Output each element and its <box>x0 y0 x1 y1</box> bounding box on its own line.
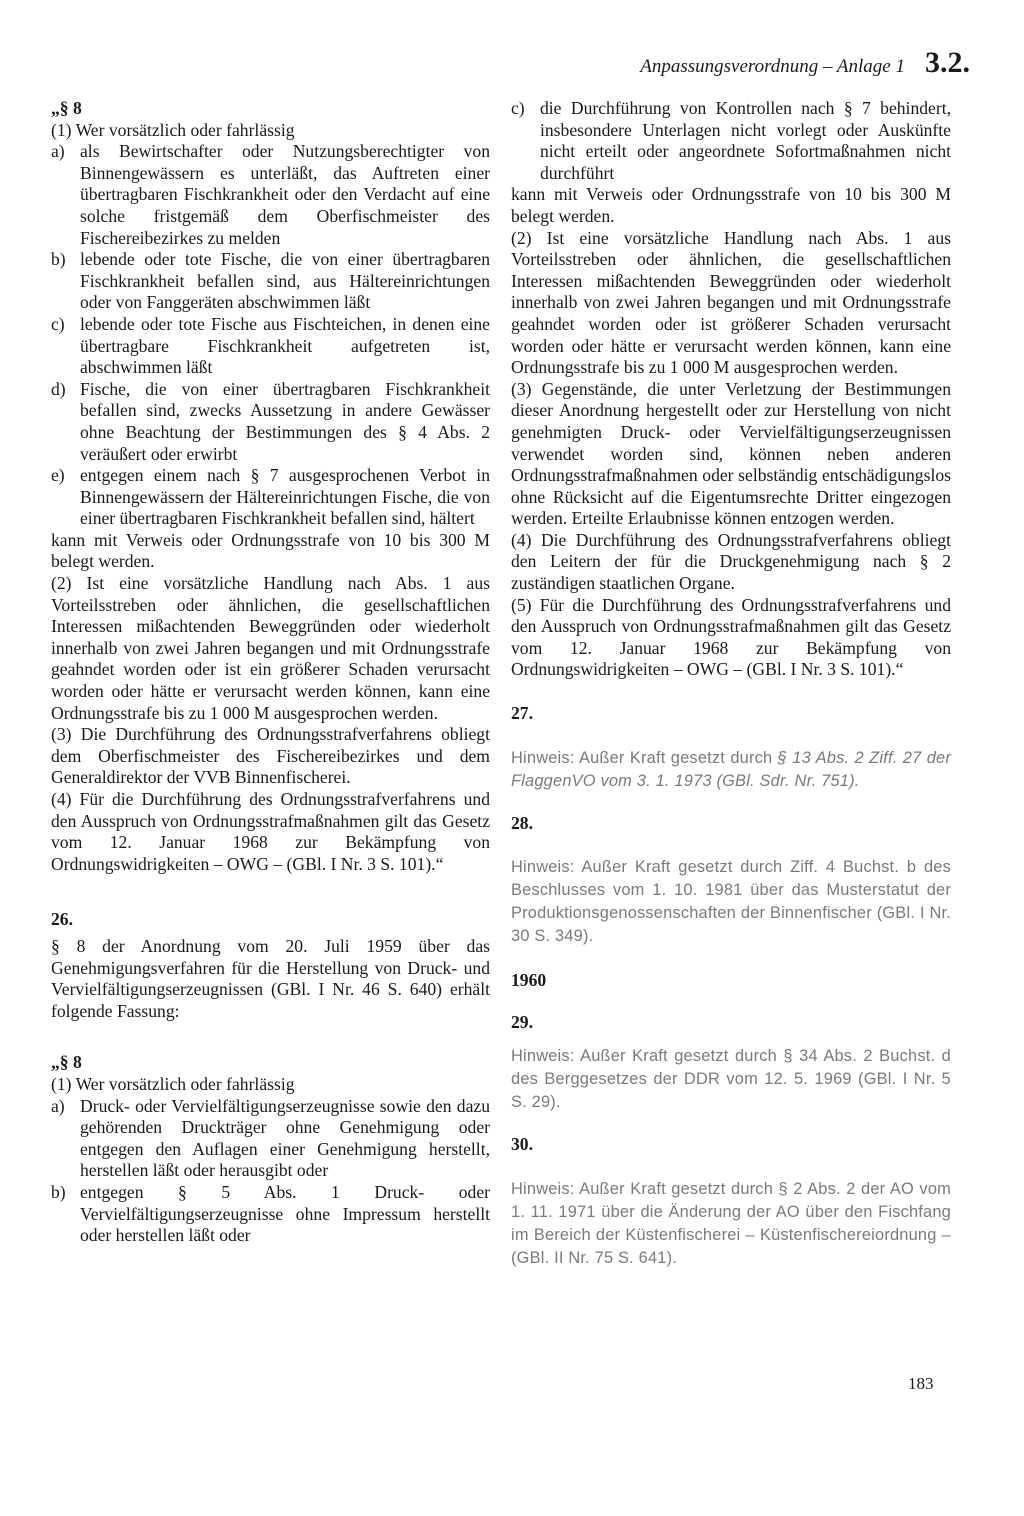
item-26-text: § 8 der Anordnung vom 20. Juli 1959 über das Genehmigungsverfahren für die Herstellung von Druck- und Vervielfältigungserzeugnissen (GBl. I Nr. 46 S. 640) erhält folgende Fassung: <box>51 935 490 1021</box>
section-heading: „§ 8 <box>51 98 82 118</box>
paragraph-intro: (1) Wer vorsätzlich oder fahrlässig <box>51 119 295 140</box>
list-item-label: a) <box>51 141 65 162</box>
list-item <box>51 1096 490 1182</box>
item-number-30: 30. <box>511 1134 533 1155</box>
year-heading: 1960 <box>511 970 547 991</box>
paragraph-4: (4) Für die Durchführung des Ordnungsstrafverfahrens und den Ausspruch von Ordnungsstrafmaßnahmen gilt das Gesetz vom 12. Januar 1968 zur Bekämpfung von Ordnungswidrigkeiten – OWG – (GBl. I Nr. 3 S. 101).“ <box>51 789 490 874</box>
list-item-text: lebende oder tote Fische aus Fischteichen, in denen eine übertragbare Fischkrankheit aufgetreten ist, abschwimmen läßt <box>80 313 490 378</box>
list-item-label: a) <box>51 1095 65 1116</box>
list-item-text: entgegen einem nach § 7 ausgesprochenen Verbot in Binnengewässern der Hältereinrichtungen Fische, die von einer übertragbaren Fischkrankheit befallen sind, hältert <box>80 465 490 529</box>
list-item-label: e) <box>51 465 65 486</box>
paragraph-3: (3) Gegenstände, die unter Verletzung der Bestimmungen dieser Anordnung hergestellt oder zur Herstellung von nicht genehmigten Druck- oder Vervielfältigungserzeugnissen verwendet worden sind, können neben anderen Ordnungsstrafmaßnahmen oder selbständig entschädigungslos ohne Rücksicht auf die Eigentumsrechte Dritter eingezogen werden. Erteilte Erlaubnisse können entzogen werden. <box>511 378 951 529</box>
item-28-hint: Hinweis: Außer Kraft gesetzt durch Ziff. 4 Buchst. b des Beschlusses vom 1. 10. 1981 über das Musterstatut der Produktionsgenossenschaften der Binnenfischer (GBl. I Nr. 30 S. 349). <box>511 858 951 946</box>
item-number-29: 29. <box>511 1011 533 1032</box>
list-item-text: die Durchführung von Kontrollen nach § 7 behindert, insbesondere Unterlagen nicht vorlegt oder Auskünfte nicht erteilt oder angeordnete Sofortmaßnahmen nicht durchführt <box>540 98 951 183</box>
left-column <box>51 98 490 1247</box>
right-column <box>511 98 951 1270</box>
list-item <box>51 314 490 379</box>
list-item <box>51 465 490 530</box>
list-item-text: Druck- oder Vervielfältigungserzeugnisse sowie den dazu gehörenden Druckträger ohne Genehmigung oder entgegen den Auflagen einer Genehmigung herstellt, herstellen läßt oder herausgibt oder <box>80 1095 490 1181</box>
list-item-label: b) <box>51 1181 66 1202</box>
item-number-27: 27. <box>511 703 533 724</box>
list-item-text: Fische, die von einer übertragbaren Fischkrankheit befallen sind, zwecks Aussetzung in andere Gewässer ohne Beachtung der Bestimmungen des § 4 Abs. 2 veräußert oder erwirbt <box>80 378 490 464</box>
item-number-26: 26. <box>51 909 73 930</box>
list-item <box>511 98 951 184</box>
item-27-hint <box>511 747 951 793</box>
penalty-clause: kann mit Verweis oder Ordnungsstrafe von 10 bis 300 M belegt werden. <box>511 184 951 226</box>
running-head: Anpassungsverordnung – Anlage 1 <box>640 56 905 77</box>
penalty-clause: kann mit Verweis oder Ordnungsstrafe von 10 bis 300 M belegt werden. <box>51 529 490 572</box>
item-29-hint: Hinweis: Außer Kraft gesetzt durch § 34 Abs. 2 Buchst. d des Berggesetzes der DDR vom 12. 5. 1969 (GBl. I Nr. 5 S. 29). <box>511 1047 951 1112</box>
section-heading: „§ 8 <box>51 1052 82 1073</box>
list-item-label: d) <box>51 378 66 399</box>
section-number: 3.2. <box>925 46 970 79</box>
list-item <box>51 379 490 465</box>
list-item-label: c) <box>51 313 65 334</box>
list-item-label: c) <box>511 98 525 118</box>
list-item-text: entgegen § 5 Abs. 1 Druck- oder Vervielfältigungserzeugnisse ohne Impressum herstellt oder herstellen läßt oder <box>80 1181 490 1246</box>
paragraph-intro: (1) Wer vorsätzlich oder fahrlässig <box>51 1073 295 1094</box>
item-number-28: 28. <box>511 812 533 833</box>
paragraph-2: (2) Ist eine vorsätzliche Handlung nach Abs. 1 aus Vorteilsstreben oder ähnlichen, die gesellschaftlichen Interessen mißachtenden Beweggründen oder wiederholt innerhalb von zwei Jahren begangen und mit Ordnungsstrafe geahndet worden oder ist größerer Schaden verursacht worden oder hätte er verursacht werden können, kann eine Ordnungsstrafe bis zu 1 000 M ausgesprochen werden. <box>511 227 951 378</box>
paragraph-4: (4) Die Durchführung des Ordnungsstrafverfahrens obliegt den Leitern der für die Druckgenehmigung nach § 2 zuständigen staatlichen Organe. <box>511 529 951 594</box>
list-item-label: b) <box>51 249 66 270</box>
paragraph-2: (2) Ist eine vorsätzliche Handlung nach Abs. 1 aus Vorteilsstreben oder ähnlichen, die gesellschaftlichen Interessen mißachtenden Beweggründen oder wiederholt innerhalb von zwei Jahren begangen und mit Ordnungsstrafe geahndet worden oder ist ein größerer Schaden verursacht worden oder hätte er verursacht werden können, kann eine Ordnungsstrafe bis zu 1 000 M ausgesprochen werden. <box>51 573 490 723</box>
hint-prefix: Hinweis: Außer Kraft gesetzt durch <box>511 748 778 767</box>
list-item <box>51 141 490 249</box>
page-header <box>580 46 970 80</box>
item-30-hint: Hinweis: Außer Kraft gesetzt durch § 2 Abs. 2 der AO vom 1. 11. 1971 über die Änderung der AO über den Fischfang im Bereich der Küstenfischerei – Küstenfischereiordnung – (GBl. II Nr. 75 S. 641). <box>511 1180 951 1267</box>
page-number: 183 <box>908 1374 934 1393</box>
list-item <box>51 249 490 314</box>
paragraph-5: (5) Für die Durchführung des Ordnungsstrafverfahrens und den Ausspruch von Ordnungsstrafmaßnahmen gilt das Gesetz vom 12. Januar 1968 zur Bekämpfung von Ordnungswidrigkeiten – OWG – (GBl. I Nr. 3 S. 101).“ <box>511 594 951 680</box>
hint-reference: § 13 Abs. 2 Ziff. 27 der FlaggenVO vom 3. 1. 1973 (GBl. Sdr. Nr. 751). <box>511 748 951 790</box>
list-item-text: als Bewirtschafter oder Nutzungsberechtigter von Binnengewässern es unterläßt, das Auftreten einer übertragbaren Fischkrankheit oder den Verdacht auf eine solche fristgemäß dem Oberfischmeister des Fischereibezirkes zu melden <box>80 141 490 248</box>
list-item-text: lebende oder tote Fische, die von einer übertragbaren Fischkrankheit befallen sind, aus Hältereinrichtungen oder von Fanggeräten abschwimmen läßt <box>80 249 490 313</box>
list-item <box>51 1182 490 1247</box>
paragraph-3: (3) Die Durchführung des Ordnungsstrafverfahrens obliegt dem Oberfischmeister des Fischereibezirkes und dem Generaldirektor der VVB Binnenfischerei. <box>51 724 490 788</box>
